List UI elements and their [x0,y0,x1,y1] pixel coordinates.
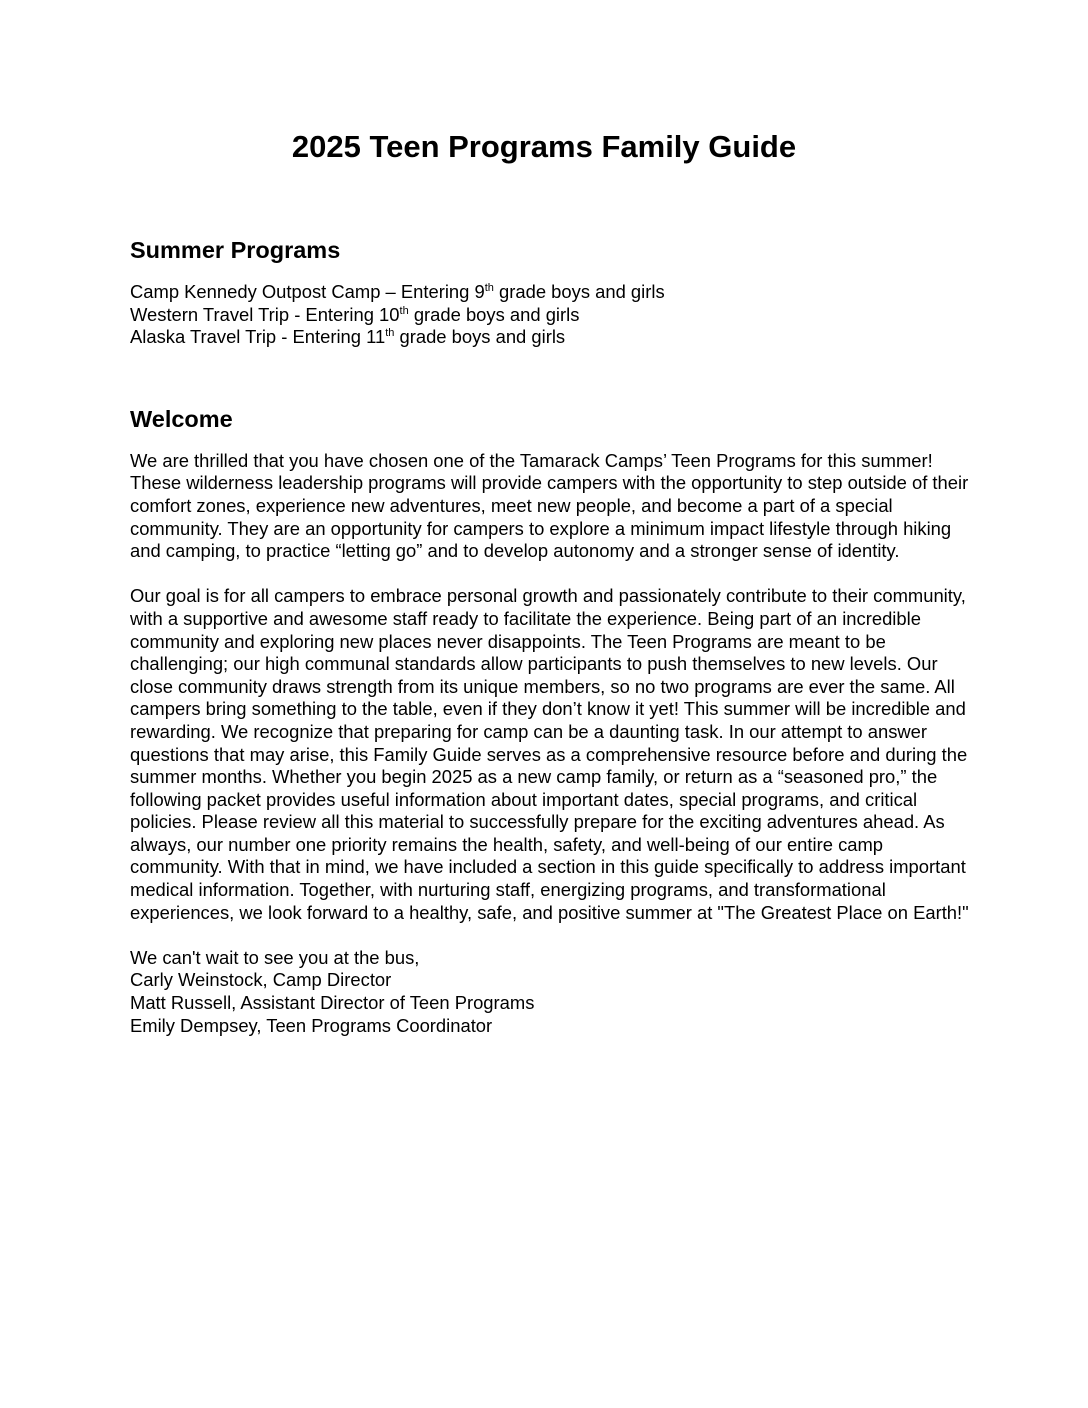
welcome-paragraph: Our goal is for all campers to embrace personal growth and passionately contribute to their community, with a supportive and awesome staff ready to facilitate the experience. Being part of an incredible community and exploring new places never disappoints. The Teen Programs are meant to be challenging; our high communal standards allow participants to push themselves to new levels. Our close community draws strength from its unique members, so no two programs are ever the same. All campers bring something to the table, even if they don’t know it yet! This summer will be incredible and rewarding. We recognize that preparing for camp can be a daunting task. In our attempt to answer questions that may arise, this Family Guide serves as a comprehensive resource before and during the summer months. Whether you begin 2025 as a new camp family, or return as a “seasoned pro,” the following packet provides useful information about important dates, special programs, and critical policies. Please review all this material to successfully prepare for the exciting adventures ahead. As always, our number one priority remains the health, safety, and well-being of our entire camp community. With that in mind, we have included a section in this guide specifically to address important medical information. Together, with nurturing staff, energizing programs, and transformational experiences, we look forward to a healthy, safe, and positive summer at "The Greatest Place on Earth!" [130,585,969,923]
program-item: Alaska Travel Trip - Entering 11th grade boys and girls [130,326,566,348]
program-list [130,281,970,349]
welcome-section [130,405,970,1037]
signatory: Matt Russell, Assistant Director of Teen Programs [130,992,535,1014]
program-item: Western Travel Trip - Entering 10th grade boys and girls [130,303,580,325]
signatory: Emily Dempsey, Teen Programs Coordinator [130,1014,493,1036]
page-title: 2025 Teen Programs Family Guide [291,129,797,164]
summer-programs-heading: Summer Programs [130,237,341,263]
summer-programs-section [130,236,970,349]
closing-line: We can't wait to see you at the bus, [130,946,420,968]
welcome-paragraph: We are thrilled that you have chosen one of the Tamarack Camps’ Teen Programs for this summer! These wilderness leadership programs will provide campers with the opportunity to step outside of their comfort zones, experience new adventures, meet new people, and become a part of a special community. They are an opportunity for campers to explore a minimum impact lifestyle through hiking and camping, to practice “letting go” and to develop autonomy and a stronger sense of identity. [130,449,969,562]
signature-block [130,947,970,1037]
program-item: Camp Kennedy Outpost Camp – Entering 9th grade boys and girls [130,281,665,302]
document-body [130,236,970,1037]
welcome-heading: Welcome [130,405,233,432]
signatory: Carly Weinstock, Camp Director [130,969,392,991]
